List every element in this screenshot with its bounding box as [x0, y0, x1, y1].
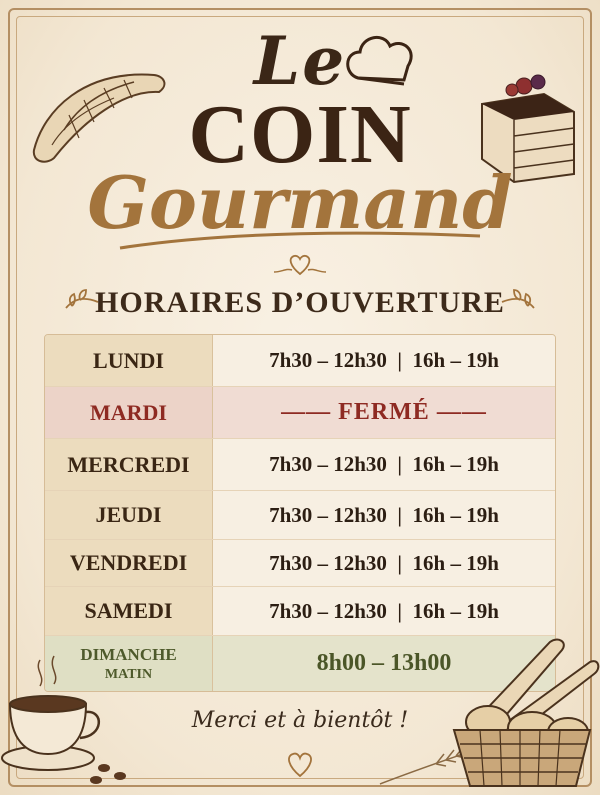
table-row-samedi	[45, 587, 555, 636]
heart-icon	[270, 250, 330, 280]
table-row-jeudi	[45, 491, 555, 540]
heart-bottom-icon	[278, 746, 322, 782]
hours-value: 7h30 – 12h30 | 16h – 19h	[213, 587, 555, 635]
thank-you-message: Merci et à bientôt !	[191, 708, 409, 733]
table-row-lundi	[45, 335, 555, 387]
hours-value: 7h30 – 12h30 | 16h – 19h	[213, 439, 555, 490]
hours-value: 7h30 – 12h30 | 16h – 19h	[213, 335, 555, 386]
bread-basket-icon	[440, 636, 600, 795]
day-sub-label: MATIN	[104, 666, 153, 682]
day-label: MERCREDI	[45, 439, 213, 490]
day-label: MARDI	[45, 387, 213, 438]
hours-value: 8h00 – 13h00	[213, 636, 555, 691]
day-label: SAMEDI	[45, 587, 213, 635]
table-row-mercredi	[45, 439, 555, 491]
closed-status: —— FERMÉ ——	[213, 387, 555, 438]
day-label: JEUDI	[45, 491, 213, 539]
day-label: LUNDI	[45, 335, 213, 386]
title-gourmand: Gourmand	[87, 160, 513, 245]
table-row-vendredi	[45, 540, 555, 587]
table-row-mardi	[45, 387, 555, 439]
hours-value: 7h30 – 12h30 | 16h – 19h	[213, 491, 555, 539]
title-le: Le	[253, 22, 347, 100]
title-coin: COIN	[188, 88, 412, 181]
hours-value: 7h30 – 12h30 | 16h – 19h	[213, 540, 555, 586]
day-name: DIMANCHE	[80, 644, 177, 664]
opening-hours-heading: HORAIRES D’OUVERTURE	[95, 286, 505, 319]
day-label: VENDREDI	[45, 540, 213, 586]
